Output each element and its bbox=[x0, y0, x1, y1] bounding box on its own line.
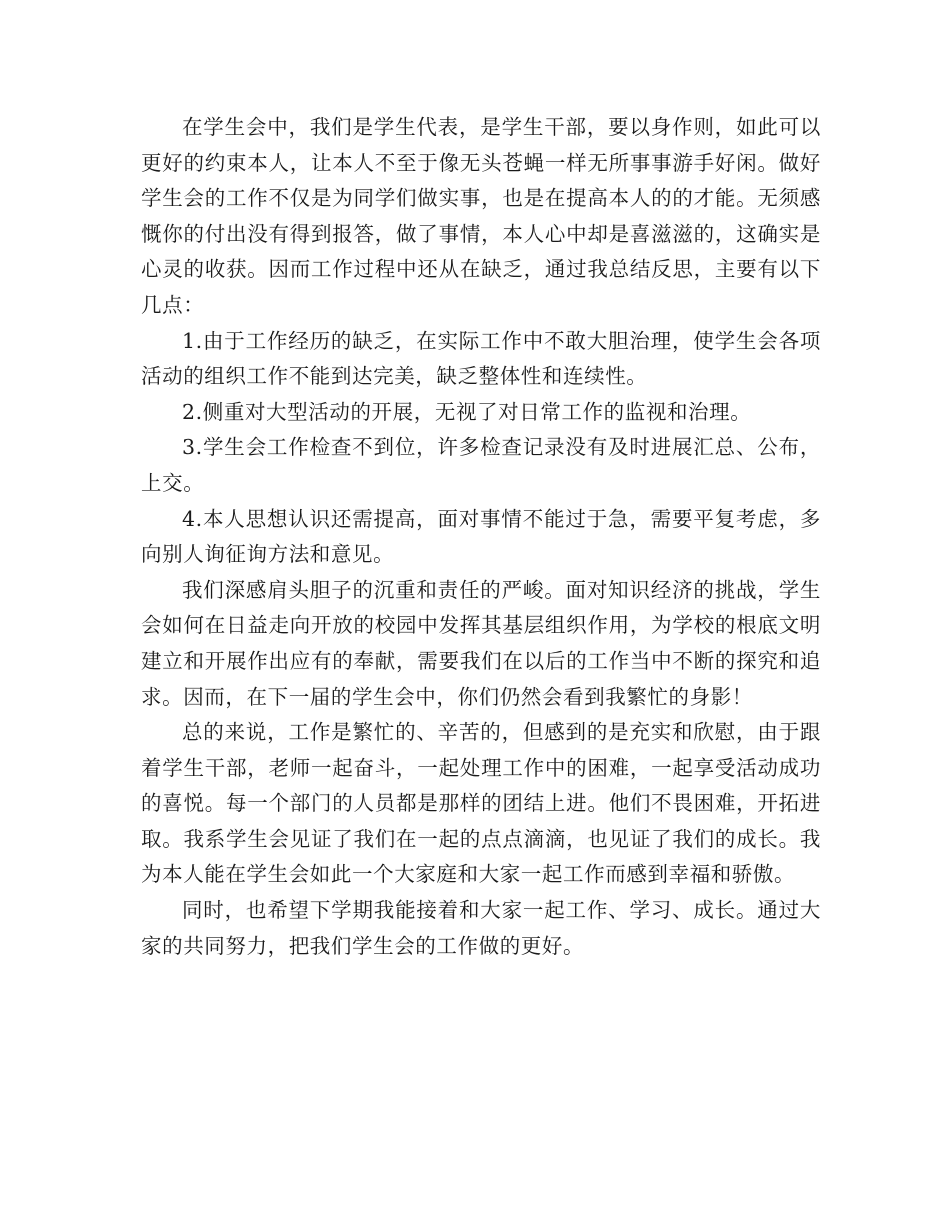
paragraph-point-4: 4.本人思想认识还需提高，面对事情不能过于急，需要平复考虑，多向别人询征询方法和意见。 bbox=[141, 506, 821, 567]
paragraph-summary: 总的来说，工作是繁忙的、辛苦的，但感到的是充实和欣慰，由于跟着学生干部，老师一起奋斗，一起处理工作中的困难，一起享受活动成功的喜悦。每一个部门的人员都是那样的团结上进。他们不畏困难，开拓进取。我系学生会见证了我们在一起的点点滴滴，也见证了我们的成长。我为本人能在学生会如此一个大家庭和大家一起工作而感到幸福和骄傲。 bbox=[141, 720, 821, 887]
paragraph-point-2: 2.侧重对大型活动的开展，无视了对日常工作的监视和治理。 bbox=[182, 399, 752, 424]
paragraph-point-3: 3.学生会工作检查不到位，许多检查记录没有及时进展汇总、公布，上交。 bbox=[141, 435, 821, 495]
paragraph-point-1: 1.由于工作经历的缺乏，在实际工作中不敢大胆治理，使学生会各项活动的组织工作不能到达完美，缺乏整体性和连续性。 bbox=[141, 328, 821, 389]
document-body bbox=[141, 110, 821, 964]
paragraph-intro: 在学生会中，我们是学生代表，是学生干部，要以身作则，如此可以更好的约束本人，让本人不至于像无头苍蝇一样无所事事游手好闲。做好学生会的工作不仅是为同学们做实事，也是在提高本人的的才能。无须感慨你的付出没有得到报答，做了事情，本人心中却是喜滋滋的，这确实是心灵的收获。因而工作过程中还从在缺乏，通过我总结反思，主要有以下几点： bbox=[141, 115, 821, 317]
paragraph-responsibility: 我们深感肩头胆子的沉重和责任的严峻。面对知识经济的挑战，学生会如何在日益走向开放的校园中发挥其基层组织作用，为学校的根底文明建立和开展作出应有的奉献，需要我们在以后的工作当中不断的探究和追求。因而，在下一届的学生会中，你们仍然会看到我繁忙的身影！ bbox=[141, 577, 821, 709]
paragraph-closing: 同时，也希望下学期我能接着和大家一起工作、学习、成长。通过大家的共同努力，把我们学生会的工作做的更好。 bbox=[141, 898, 821, 958]
